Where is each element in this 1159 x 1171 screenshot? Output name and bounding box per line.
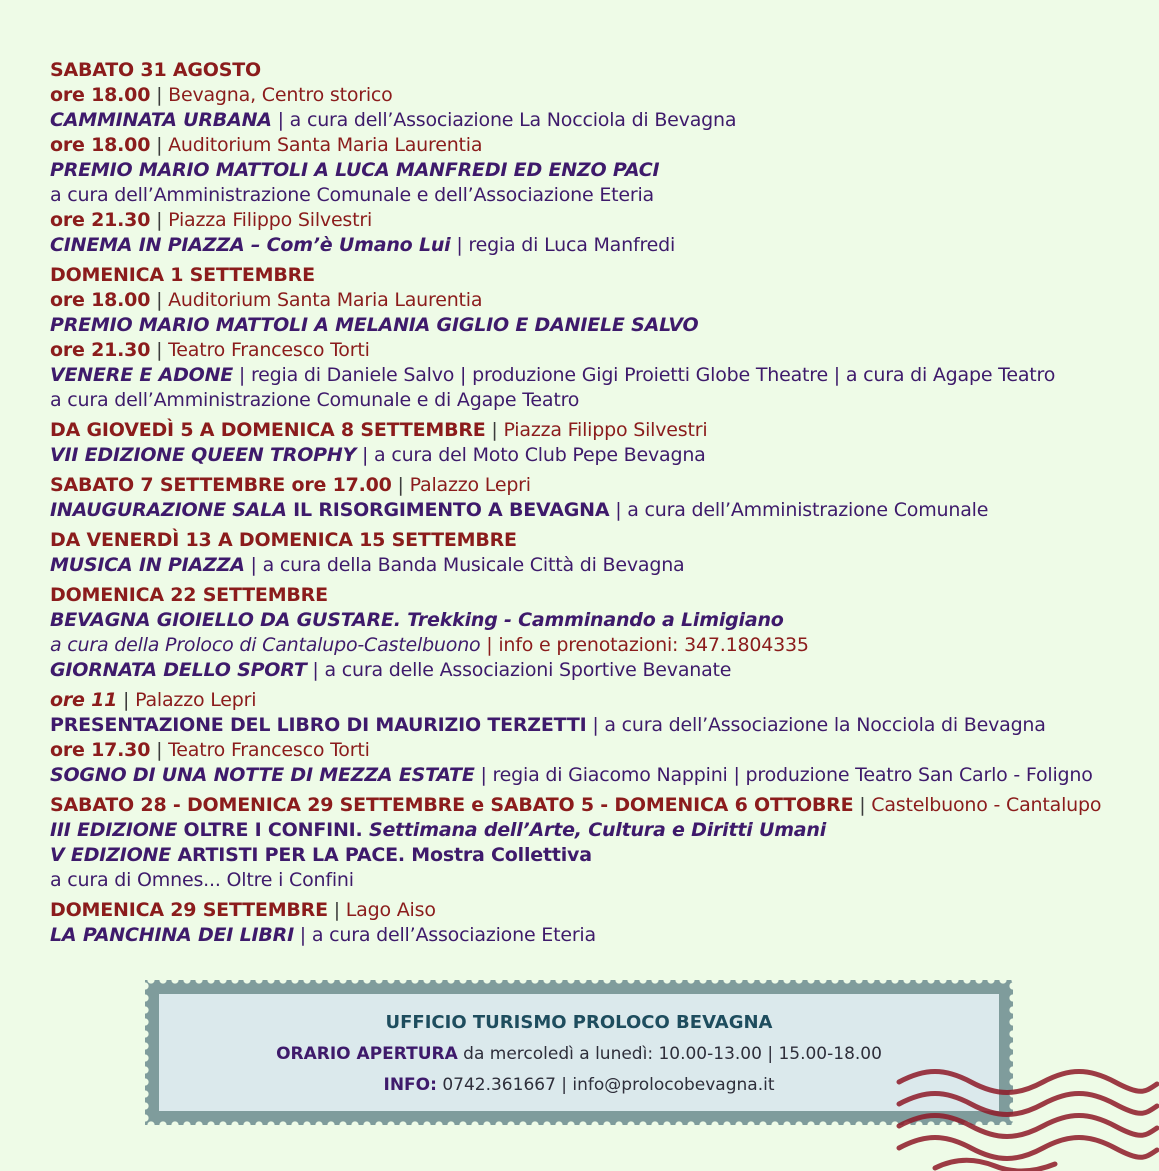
program-text: ore 18.00	[50, 289, 151, 311]
contact-label: INFO:	[383, 1075, 437, 1095]
program-text: Palazzo Lepri	[135, 689, 257, 711]
program-text: Auditorium Santa Maria Laurentia	[168, 289, 483, 311]
program-line	[50, 898, 1140, 923]
program-line	[50, 793, 1140, 818]
program-text: Teatro Francesco Torti	[168, 739, 370, 761]
program-line	[50, 583, 1140, 608]
postmark-waves-icon	[895, 1060, 1159, 1171]
program-line	[50, 208, 1140, 233]
program-text: | a cura dell’Amministrazione Comunale	[609, 499, 989, 521]
program-line	[50, 528, 1140, 553]
program-text: |	[150, 134, 169, 156]
program-text: Piazza Filippo Silvestri	[503, 419, 708, 441]
contact-value: 0742.361667 | info@prolocobevagna.it	[436, 1075, 775, 1095]
program-line	[50, 83, 1140, 108]
program-line	[50, 183, 1140, 208]
program-text: | a cura della Banda Musicale Città di Bevagna	[244, 554, 685, 576]
program-text: ore 21.30	[50, 339, 151, 361]
program-text: BEVAGNA GIOIELLO DA GUSTARE. Trekking - Camminando a Limigiano	[50, 609, 784, 631]
program-text: SABATO 31 AGOSTO	[50, 59, 261, 81]
program-line	[50, 418, 1140, 443]
program-text: |	[150, 84, 169, 106]
program-text: | a cura dell’Associazione la Nocciola di Bevagna	[586, 714, 1046, 736]
program-text: III EDIZIONE	[50, 819, 178, 841]
program-text: V EDIZIONE	[50, 844, 172, 866]
info-panel	[159, 994, 999, 1111]
info-title: UFFICIO TURISMO PROLOCO BEVAGNA	[385, 1012, 773, 1033]
program-text: | a cura del Moto Club Pepe Bevagna	[356, 444, 706, 466]
program-text: | regia di Giacomo Nappini | produzione Teatro San Carlo - Foligno	[474, 764, 1093, 786]
program-text: ore 11	[50, 689, 118, 711]
stamp-perforation-left	[141, 980, 149, 1125]
program-text: DA VENERDÌ 13 A DOMENICA 15 SETTEMBRE	[50, 529, 517, 551]
program-line	[50, 763, 1140, 788]
program-line	[50, 868, 1140, 893]
program-line	[50, 363, 1140, 388]
program-line	[50, 58, 1140, 83]
program-text: DA GIOVEDÌ 5 A DOMENICA 8 SETTEMBRE	[50, 419, 486, 441]
program-text: DOMENICA 22 SETTEMBRE	[50, 584, 328, 606]
program-line	[50, 288, 1140, 313]
program-text: Bevagna, Centro storico	[168, 84, 393, 106]
program-line	[50, 133, 1140, 158]
stamp-perforation-bottom	[145, 1121, 1013, 1129]
program-text: |	[117, 689, 136, 711]
program-text: | regia di Luca Manfredi	[450, 234, 676, 256]
program-line	[50, 338, 1140, 363]
program-text: Palazzo Lepri	[409, 474, 531, 496]
opening-hours-label: ORARIO APERTURA	[276, 1044, 458, 1064]
program-line	[50, 843, 1140, 868]
program-line	[50, 473, 1140, 498]
program-text: ARTISTI PER LA PACE. Mostra Collettiva	[171, 844, 592, 866]
program-line	[50, 713, 1140, 738]
program-text: a cura dell’Amministrazione Comunale e dell’Associazione Eteria	[50, 184, 655, 206]
program-text: ore 17.30	[50, 739, 151, 761]
program-text: | a cura dell’Associazione Eteria	[293, 924, 596, 946]
opening-hours	[159, 1044, 999, 1064]
program-text: |	[150, 739, 169, 761]
program-text: DOMENICA 1 SETTEMBRE	[50, 264, 315, 286]
program-text: a cura dell’Amministrazione Comunale e di Agape Teatro	[50, 389, 580, 411]
program-text: PREMIO MARIO MATTOLI A MELANIA GIGLIO E DANIELE SALVO	[50, 314, 699, 336]
program-text: |	[485, 419, 504, 441]
program-text: Lago Aiso	[345, 899, 436, 921]
program-text: SOGNO DI UNA NOTTE DI MEZZA ESTATE	[50, 764, 475, 786]
program-text: ore 18.00	[50, 134, 151, 156]
opening-hours-value: da mercoledì a lunedì: 10.00-13.00 | 15.00-18.00	[457, 1044, 882, 1064]
program-text: |	[150, 289, 169, 311]
program-line	[50, 313, 1140, 338]
program-text: | regia di Daniele Salvo | produzione Gigi Proietti Globe Theatre | a cura di Agape Teatro	[233, 364, 1056, 386]
program-text: Castelbuono - Cantalupo	[871, 794, 1102, 816]
program-text: |	[327, 899, 346, 921]
stamp-perforation-top	[145, 976, 1013, 984]
program-line	[50, 443, 1140, 468]
program-text: VENERE E ADONE	[50, 364, 234, 386]
program-text: Piazza Filippo Silvestri	[168, 209, 373, 231]
program-text: |	[853, 794, 872, 816]
program-text: MUSICA IN PIAZZA	[50, 554, 245, 576]
program-text: a cura di Omnes... Oltre i Confini	[50, 869, 354, 891]
program-text: PRESENTAZIONE DEL LIBRO DI MAURIZIO TERZETTI	[50, 714, 587, 736]
program-text: VII EDIZIONE QUEEN TROPHY	[50, 444, 357, 466]
program-line	[50, 658, 1140, 683]
program-text: SABATO 28 - DOMENICA 29 SETTEMBRE e SABATO 5 - DOMENICA 6 OTTOBRE	[50, 794, 854, 816]
program-line	[50, 233, 1140, 258]
program-text: |	[150, 209, 169, 231]
program-text: Settimana dell’Arte, Cultura e Diritti Umani	[368, 819, 827, 841]
program-line	[50, 158, 1140, 183]
program-line	[50, 498, 1140, 523]
program-text: LA PANCHINA DEI LIBRI	[50, 924, 294, 946]
program-text: OLTRE I CONFINI.	[177, 819, 369, 841]
program-line	[50, 738, 1140, 763]
program-text: SABATO 7 SETTEMBRE ore 17.00	[50, 474, 392, 496]
program-text: Auditorium Santa Maria Laurentia	[168, 134, 483, 156]
program-line	[50, 388, 1140, 413]
program-text: PREMIO MARIO MATTOLI A LUCA MANFREDI ED ENZO PACI	[50, 159, 660, 181]
program-line	[50, 263, 1140, 288]
program-text: IL RISORGIMENTO A BEVAGNA	[293, 499, 610, 521]
program-text: CINEMA IN PIAZZA – Com’è Umano Lui	[50, 234, 451, 256]
program-line	[50, 818, 1140, 843]
program-text: CAMMINATA URBANA	[50, 109, 272, 131]
program-line	[50, 108, 1140, 133]
program-text: | info e prenotazioni: 347.1804335	[480, 634, 809, 656]
program-text: ore 18.00	[50, 84, 151, 106]
program-text: |	[150, 339, 169, 361]
event-program	[50, 58, 1140, 948]
program-text: |	[391, 474, 410, 496]
info-stamp-box	[145, 980, 1013, 1125]
program-line	[50, 608, 1140, 633]
contact-info	[159, 1075, 999, 1095]
program-text: GIORNATA DELLO SPORT	[50, 659, 307, 681]
program-text: DOMENICA 29 SETTEMBRE	[50, 899, 328, 921]
program-line	[50, 553, 1140, 578]
program-text: INAUGURAZIONE SALA	[50, 499, 294, 521]
program-text: Teatro Francesco Torti	[168, 339, 370, 361]
program-line	[50, 633, 1140, 658]
program-text: a cura della Proloco di Cantalupo-Castelbuono	[50, 634, 481, 656]
program-line	[50, 923, 1140, 948]
program-text: ore 21.30	[50, 209, 151, 231]
program-text: | a cura dell’Associazione La Nocciola di Bevagna	[271, 109, 737, 131]
program-line	[50, 688, 1140, 713]
program-text: | a cura delle Associazioni Sportive Bevanate	[306, 659, 732, 681]
